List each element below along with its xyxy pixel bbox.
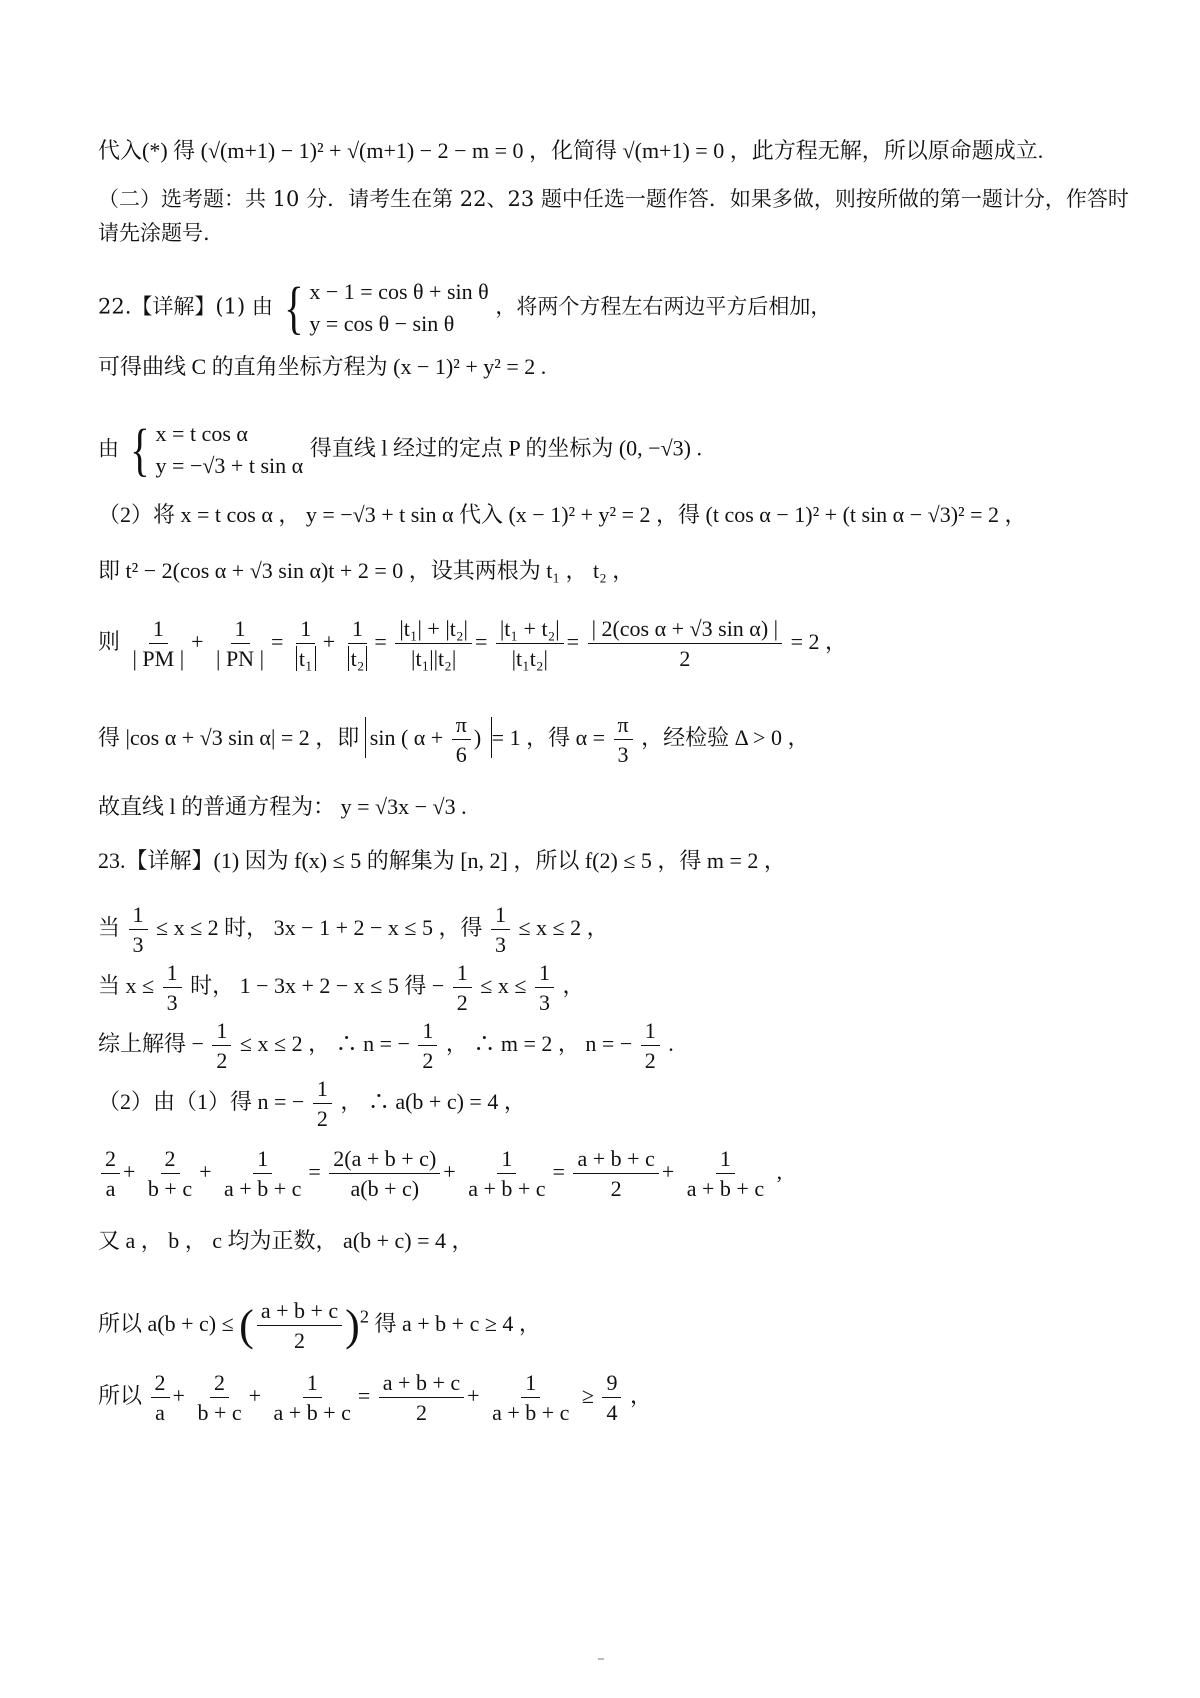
q23-expression: $\frac{2}{a}$ + $\frac{2}{b + c}$ + $\frac{1}{a + b + c}$ = $\frac{2(a + b + c)}{a(b + c)}$ + $\frac{1}{a + b + c}$ = $\frac{a + b + c}{2}$ + $\frac{1}{a + b + c}$ , — [98, 1146, 1140, 1202]
q22-sys2-row2: y = −√3 + t sin α — [155, 452, 304, 478]
q22-fixed-point: 由 { x = t cos α y = −√3 + t sin α 得直线 l 经过的定点 P 的坐标为 (0, −√3) . — [98, 416, 702, 482]
q23-case-2: 当 x ≤ $\frac{1}{3}$ 时， 1 − 3x + 2 − x ≤ 5 得 − $\frac{1}{2}$ ≤ x ≤ $\frac{1}{3}$ ， — [98, 960, 585, 1016]
q23-part2-head: （2）由（1）得 n = − $\frac{1}{2}$ ， ∴ a(b + c) = 4 ， — [98, 1076, 526, 1132]
page-footer-mark — [598, 1658, 604, 1660]
q23-inequality: 所以 a(b + c) ≤ ( $\frac{a + b + c}{2}$ )$^2$ 得 a + b + c ≥ 4 ， — [98, 1298, 541, 1354]
q23-summary: 综上解得 − $\frac{1}{2}$ ≤ x ≤ 2 ， ∴ n = − $\frac{1}{2}$ ， ∴ m = 2 ， n = − $\frac{1}{2}$ . — [98, 1018, 674, 1074]
q22-line-equation: 故直线 l 的普通方程为： y = √3x − √3 . — [98, 794, 467, 819]
q22-reciprocal-sum: 则 $\frac{1}{| PM |}$ + $\frac{1}{| PN |}$ = $\frac{1}{\text{t₁}}$ + $\frac{1}{\text{t₂}}$ = $\frac{\text{|t₁| + |t₂|}}{\text{|t₁||t₂|}}$ = $\frac{\text{|t₁ + t₂|}}{\text{|t₁t₂|}}$ = $\frac{\text{| 2(cos α + √3 sin α) |}}{2}$ = 2 ， — [98, 616, 847, 672]
q22-alpha-solve: 得 |cos α + √3 sin α| = 2 ，即 sin ( α + $\frac{\pi}{6}$ ) = 1 ，得 α = $\frac{\pi}{3}$ ，经检验 Δ > 0 ， — [98, 712, 810, 768]
q22-system-1: { x − 1 = cos θ + sin θ y = cos θ − sin θ — [283, 274, 489, 340]
q22-quadratic: 即 t² − 2(cos α + √3 sin α)t + 2 = 0 ，设其两根为 t₁ ， t₂ ， — [98, 558, 635, 583]
q22-sys2-row1: x = t cos α — [155, 421, 248, 446]
q22-sys1-row1: x − 1 = cos θ + sin θ — [309, 279, 489, 304]
q23-final: 所以 $\frac{2}{a}$ + $\frac{2}{b + c}$ + $\frac{1}{a + b + c}$ = $\frac{a + b + c}{2}$ + $\frac{1}{a + b + c}$ ≥ $\frac{9}{4}$ ， — [98, 1370, 652, 1426]
section-optional-intro-cont: 请先涂题号. — [98, 221, 210, 245]
q22-curve-equation: 可得曲线 C 的直角坐标方程为 (x − 1)² + y² = 2 . — [98, 354, 547, 379]
line-substitution: 代入(*) 得 (√(m+1) − 1)² + √(m+1) − 2 − m = 0 ，化简得 √(m+1) = 0 ，此方程无解，所以原命题成立. — [98, 138, 1044, 163]
section-optional-intro: （二）选考题：共 10 分．请考生在第 22、23 题中任选一题作答．如果多做，则按所做的第一题计分，作答时 — [98, 187, 1129, 211]
q22-part2-substitute: （2）将 x = t cos α ， y = −√3 + t sin α 代入 (x − 1)² + y² = 2 ，得 (t cos α − 1)² + (t sin α − √3)² = 2 ， — [98, 502, 1027, 527]
q23-positive: 又 a ， b ， c 均为正数， a(b + c) = 4 ， — [98, 1228, 474, 1253]
q22-part1-head: 22.【详解】(1) 由 { x − 1 = cos θ + sin θ y = cos θ − sin θ ，将两个方程左右两边平方后相加， — [98, 274, 832, 340]
q22-system-2: { x = t cos α y = −√3 + t sin α — [129, 416, 304, 482]
q23-case-1: 当 $\frac{1}{3}$ ≤ x ≤ 2 时， 3x − 1 + 2 − x ≤ 5 ，得 $\frac{1}{3}$ ≤ x ≤ 2 ， — [98, 902, 609, 958]
q23-part1-head: 23.【详解】(1) 因为 f(x) ≤ 5 的解集为 [n, 2] ，所以 f(2) ≤ 5 ，得 m = 2 ， — [98, 848, 786, 873]
q22-sys1-row2: y = cos θ − sin θ — [309, 310, 455, 336]
